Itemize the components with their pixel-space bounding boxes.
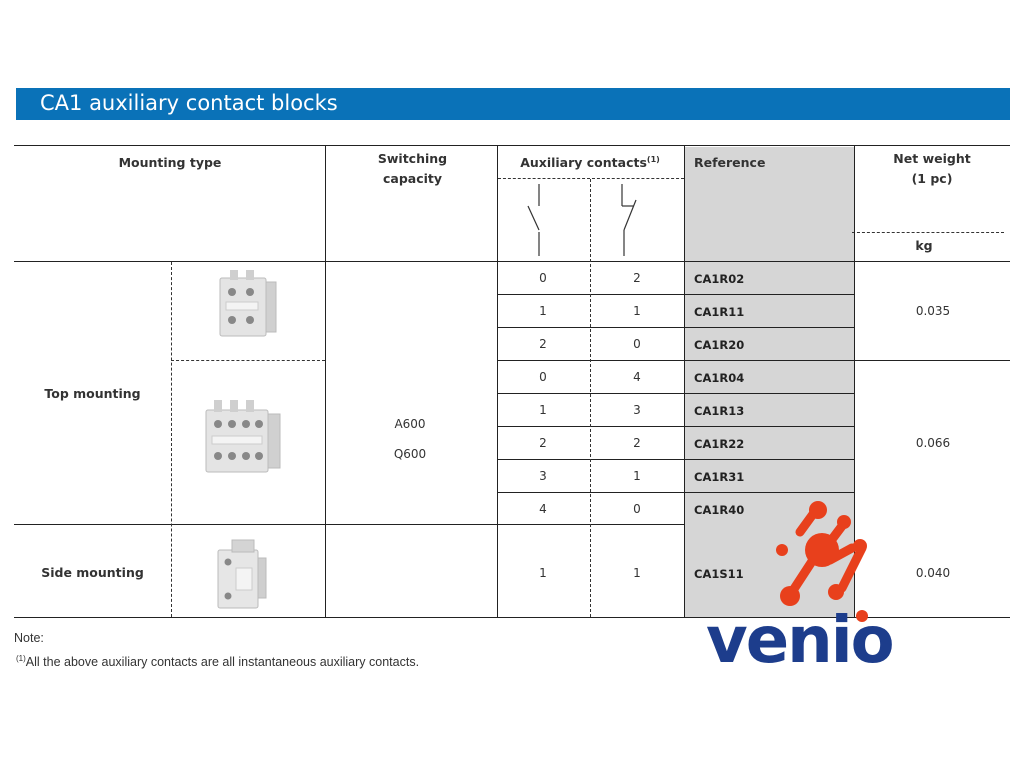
header-net-weight-line2: (1 pc) [911,171,953,186]
row-nc: 2 [633,271,641,285]
row-reference: CA1R13 [694,404,745,418]
row-nc: 2 [633,436,641,450]
row-nc: 1 [633,566,641,580]
header-reference: Reference [694,155,766,170]
weight-group1: 0.035 [915,304,951,318]
row-nc: 0 [633,337,641,351]
row-reference: CA1R40 [694,503,745,517]
header-mounting-type: Mounting type [118,155,222,170]
row-reference: CA1R11 [694,305,745,319]
row-no: 3 [539,469,547,483]
venio-logo-text: venio [706,604,893,678]
row-reference: CA1R31 [694,470,745,484]
product-image-side [212,538,272,612]
row-no: 1 [539,403,547,417]
row-no: 0 [539,370,547,384]
group-top-mounting: Top mounting [44,386,141,401]
row-reference: CA1R04 [694,371,745,385]
row-nc: 3 [633,403,641,417]
header-switching-line1: Switching [377,151,448,166]
switching-q600: Q600 [393,447,427,461]
row-reference: CA1R02 [694,272,745,286]
row-nc: 0 [633,502,641,516]
row-no: 2 [539,436,547,450]
header-switching-line2: capacity [382,171,443,186]
row-no: 4 [539,502,547,516]
group-side-mounting: Side mounting [41,565,144,580]
switching-a600: A600 [394,417,426,431]
row-no: 0 [539,271,547,285]
header-aux-contacts: Auxiliary contacts$^{(1)}$ [520,155,660,171]
note-text: $^{(1)}$All the above auxiliary contacts are all instantaneous auxiliary contacts. [16,654,420,670]
row-reference: CA1R22 [694,437,745,451]
no-contact-icon [520,182,560,260]
row-no: 1 [539,304,547,318]
header-weight-unit: kg [915,238,933,253]
row-nc: 1 [633,304,641,318]
row-nc: 4 [633,370,641,384]
weight-side: 0.040 [915,566,951,580]
note-label: Note: [14,631,44,645]
product-image-4pole [202,398,287,476]
product-image-2pole [212,268,282,340]
header-net-weight-line1: Net weight [893,151,971,166]
weight-group2: 0.066 [915,436,951,450]
row-no: 2 [539,337,547,351]
row-nc: 1 [633,469,641,483]
row-reference: CA1R20 [694,338,745,352]
title-banner [16,88,1010,120]
nc-contact-icon [614,182,654,260]
row-reference: CA1S11 [694,567,744,581]
page-title: CA1 auxiliary contact blocks [40,91,338,115]
row-no: 1 [539,566,547,580]
